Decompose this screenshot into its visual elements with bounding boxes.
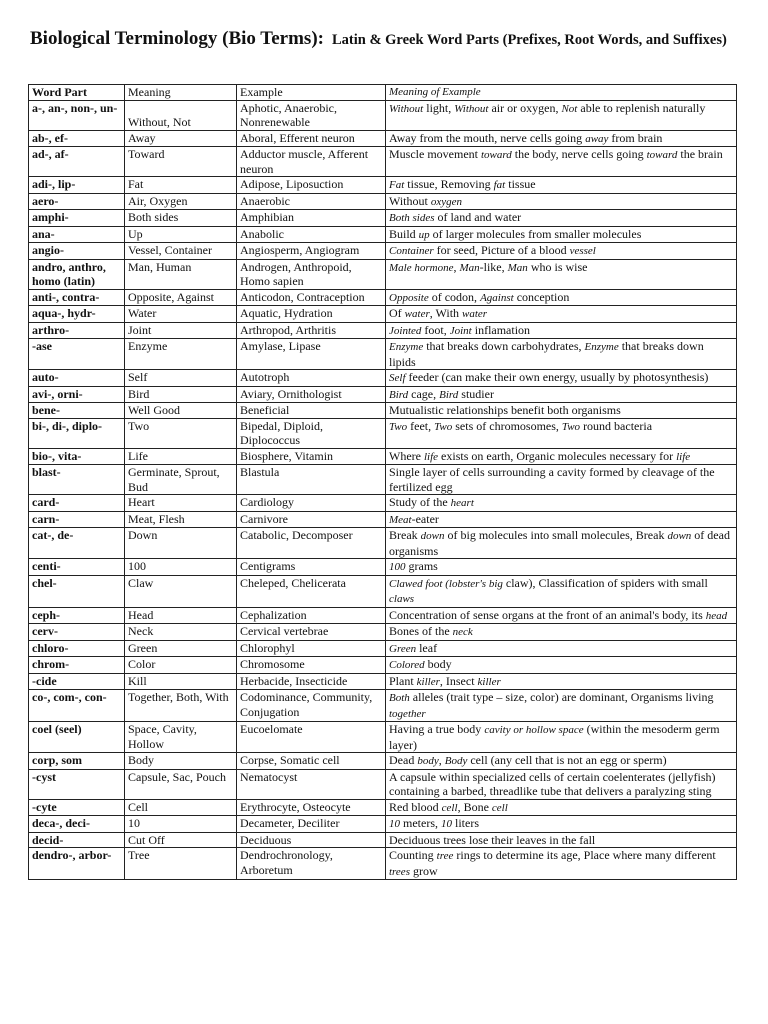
example-meaning-cell: Two feet, Two sets of chromosomes, Two round bacteria xyxy=(386,418,737,448)
example-meaning-cell: Build up of larger molecules from smaller molecules xyxy=(386,226,737,243)
word-part-cell: auto- xyxy=(29,370,125,387)
meaning-cell: Up xyxy=(125,226,237,243)
example-meaning-cell: Having a true body cavity or hollow space (within the mesoderm germ layer) xyxy=(386,722,737,753)
example-meaning-cell: Jointed foot, Joint inflamation xyxy=(386,322,737,339)
meaning-cell: Neck xyxy=(125,624,237,641)
table-row xyxy=(29,177,737,194)
table-row xyxy=(29,559,737,576)
meaning-cell: Both sides xyxy=(125,210,237,227)
example-meaning-cell: Muscle movement toward the body, nerve cells going toward the brain xyxy=(386,147,737,177)
table-header-row xyxy=(29,85,737,101)
word-part-cell: a-, an-, non-, un- xyxy=(29,100,125,130)
example-cell: Centigrams xyxy=(237,559,386,576)
example-cell: Cheleped, Chelicerata xyxy=(237,575,386,607)
example-meaning-cell: Study of the heart xyxy=(386,495,737,512)
word-part-cell: ad-, af- xyxy=(29,147,125,177)
word-part-cell: co-, com-, con- xyxy=(29,690,125,722)
example-cell: Angiosperm, Angiogram xyxy=(237,243,386,260)
table-row xyxy=(29,799,737,816)
meaning-cell: Claw xyxy=(125,575,237,607)
example-cell: Autotroph xyxy=(237,370,386,387)
table-row xyxy=(29,673,737,690)
example-meaning-cell: Fat tissue, Removing fat tissue xyxy=(386,177,737,194)
table-row xyxy=(29,243,737,260)
word-part-cell: -cyte xyxy=(29,799,125,816)
table-row xyxy=(29,418,737,448)
meaning-cell: Green xyxy=(125,640,237,657)
example-cell: Decameter, Deciliter xyxy=(237,816,386,833)
table-row xyxy=(29,403,737,419)
example-meaning-cell: Opposite of codon, Against conception xyxy=(386,289,737,306)
example-meaning-cell: Away from the mouth, nerve cells going away from brain xyxy=(386,130,737,147)
header-meaning-of-example: Meaning of Example xyxy=(386,85,737,101)
table-row xyxy=(29,816,737,833)
meaning-cell: Capsule, Sac, Pouch xyxy=(125,769,237,799)
example-meaning-cell: Dead body, Body cell (any cell that is not an egg or sperm) xyxy=(386,753,737,770)
meaning-cell: Kill xyxy=(125,673,237,690)
table-row xyxy=(29,193,737,210)
word-part-cell: angio- xyxy=(29,243,125,260)
meaning-cell: Germinate, Sprout, Bud xyxy=(125,465,237,495)
table-row xyxy=(29,657,737,674)
example-meaning-cell: A capsule within specialized cells of certain coelenterates (jellyfish) containing a barbed, threadlike tube that delivers a paralyzing sting xyxy=(386,769,737,799)
example-meaning-cell: Without light, Without air or oxygen, Not able to replenish naturally xyxy=(386,100,737,130)
example-meaning-cell: Self feeder (can make their own energy, usually by photosynthesis) xyxy=(386,370,737,387)
word-part-cell: anti-, contra- xyxy=(29,289,125,306)
word-part-cell: ab-, ef- xyxy=(29,130,125,147)
word-part-cell: coel (seel) xyxy=(29,722,125,753)
example-meaning-cell: Both alleles (trait type – size, color) are dominant, Organisms living together xyxy=(386,690,737,722)
table-row xyxy=(29,210,737,227)
title-main: Biological Terminology (Bio Terms): xyxy=(30,28,324,49)
example-meaning-cell: Clawed foot (lobster's big claw), Classification of spiders with small claws xyxy=(386,575,737,607)
word-part-cell: corp, som xyxy=(29,753,125,770)
word-part-cell: bio-, vita- xyxy=(29,448,125,465)
example-cell: Carnivore xyxy=(237,511,386,528)
word-part-cell: decid- xyxy=(29,832,125,848)
table-row xyxy=(29,259,737,289)
example-meaning-cell: Enzyme that breaks down carbohydrates, Enzyme that breaks down lipids xyxy=(386,339,737,370)
word-part-cell: blast- xyxy=(29,465,125,495)
example-meaning-cell: Bird cage, Bird studier xyxy=(386,386,737,403)
table-row xyxy=(29,495,737,512)
example-cell: Aquatic, Hydration xyxy=(237,306,386,323)
title-subtitle: Latin & Greek Word Parts (Prefixes, Root Words, and Suffixes) xyxy=(331,32,727,48)
word-part-cell: carn- xyxy=(29,511,125,528)
example-cell: Adipose, Liposuction xyxy=(237,177,386,194)
example-cell: Chromosome xyxy=(237,657,386,674)
example-cell: Aboral, Efferent neuron xyxy=(237,130,386,147)
example-cell: Anaerobic xyxy=(237,193,386,210)
word-part-cell: adi-, lip- xyxy=(29,177,125,194)
table-row xyxy=(29,289,737,306)
meaning-cell: Toward xyxy=(125,147,237,177)
word-part-cell: cerv- xyxy=(29,624,125,641)
word-part-cell: -ase xyxy=(29,339,125,370)
meaning-cell: Self xyxy=(125,370,237,387)
example-meaning-cell: Counting tree rings to determine its age, Place where many different trees grow xyxy=(386,848,737,880)
example-cell: Codominance, Community, Conjugation xyxy=(237,690,386,722)
example-cell: Bipedal, Diploid, Diplococcus xyxy=(237,418,386,448)
example-cell: Amphibian xyxy=(237,210,386,227)
example-cell: Deciduous xyxy=(237,832,386,848)
word-part-cell: avi-, orni- xyxy=(29,386,125,403)
table-row xyxy=(29,575,737,607)
example-cell: Erythrocyte, Osteocyte xyxy=(237,799,386,816)
example-meaning-cell: Deciduous trees lose their leaves in the fall xyxy=(386,832,737,848)
example-cell: Aviary, Ornithologist xyxy=(237,386,386,403)
meaning-cell: Water xyxy=(125,306,237,323)
table-row xyxy=(29,465,737,495)
meaning-cell: Vessel, Container xyxy=(125,243,237,260)
word-part-cell: ceph- xyxy=(29,607,125,624)
table-row xyxy=(29,306,737,323)
example-cell: Cervical vertebrae xyxy=(237,624,386,641)
meaning-cell: Cut Off xyxy=(125,832,237,848)
meaning-cell: Color xyxy=(125,657,237,674)
example-cell: Cephalization xyxy=(237,607,386,624)
example-cell: Androgen, Anthropoid, Homo sapien xyxy=(237,259,386,289)
word-part-cell: bene- xyxy=(29,403,125,419)
example-cell: Anticodon, Contraception xyxy=(237,289,386,306)
meaning-cell: Meat, Flesh xyxy=(125,511,237,528)
meaning-cell: Heart xyxy=(125,495,237,512)
word-part-cell: arthro- xyxy=(29,322,125,339)
example-meaning-cell: Male hormone, Man-like, Man who is wise xyxy=(386,259,737,289)
table-row xyxy=(29,100,737,130)
example-meaning-cell: Mutualistic relationships benefit both organisms xyxy=(386,403,737,419)
meaning-cell: Together, Both, With xyxy=(125,690,237,722)
word-part-cell: dendro-, arbor- xyxy=(29,848,125,880)
word-part-cell: bi-, di-, diplo- xyxy=(29,418,125,448)
meaning-cell: Two xyxy=(125,418,237,448)
example-cell: Beneficial xyxy=(237,403,386,419)
table-row xyxy=(29,624,737,641)
table-row xyxy=(29,690,737,722)
meaning-cell: Enzyme xyxy=(125,339,237,370)
example-cell: Aphotic, Anaerobic, Nonrenewable xyxy=(237,100,386,130)
example-meaning-cell: 100 grams xyxy=(386,559,737,576)
meaning-cell: Away xyxy=(125,130,237,147)
meaning-cell: Bird xyxy=(125,386,237,403)
table-row xyxy=(29,130,737,147)
table-row xyxy=(29,339,737,370)
word-part-cell: aqua-, hydr- xyxy=(29,306,125,323)
example-cell: Blastula xyxy=(237,465,386,495)
table-row xyxy=(29,769,737,799)
word-part-cell: deca-, deci- xyxy=(29,816,125,833)
example-cell: Anabolic xyxy=(237,226,386,243)
example-meaning-cell: Without oxygen xyxy=(386,193,737,210)
meaning-cell: 10 xyxy=(125,816,237,833)
example-cell: Catabolic, Decomposer xyxy=(237,528,386,559)
header-word-part: Word Part xyxy=(29,85,125,101)
example-cell: Herbacide, Insecticide xyxy=(237,673,386,690)
example-meaning-cell: Single layer of cells surrounding a cavity formed by cleavage of the fertilized egg xyxy=(386,465,737,495)
word-part-cell: centi- xyxy=(29,559,125,576)
word-part-cell: -cyst xyxy=(29,769,125,799)
example-cell: Nematocyst xyxy=(237,769,386,799)
meaning-cell: Cell xyxy=(125,799,237,816)
word-part-cell: -cide xyxy=(29,673,125,690)
example-cell: Dendrochronology, Arboretum xyxy=(237,848,386,880)
example-meaning-cell: Both sides of land and water xyxy=(386,210,737,227)
example-cell: Chlorophyl xyxy=(237,640,386,657)
table-row xyxy=(29,147,737,177)
table-row xyxy=(29,753,737,770)
table-row xyxy=(29,640,737,657)
example-meaning-cell: Green leaf xyxy=(386,640,737,657)
meaning-cell: Man, Human xyxy=(125,259,237,289)
word-part-cell: andro, anthro, homo (latin) xyxy=(29,259,125,289)
table-row xyxy=(29,528,737,559)
word-part-cell: chel- xyxy=(29,575,125,607)
table-row xyxy=(29,370,737,387)
table-body xyxy=(29,100,737,880)
example-meaning-cell: Meat-eater xyxy=(386,511,737,528)
meaning-cell: Body xyxy=(125,753,237,770)
meaning-cell: Space, Cavity, Hollow xyxy=(125,722,237,753)
meaning-cell: Fat xyxy=(125,177,237,194)
example-cell: Amylase, Lipase xyxy=(237,339,386,370)
word-part-cell: card- xyxy=(29,495,125,512)
meaning-cell: Joint xyxy=(125,322,237,339)
table-row xyxy=(29,226,737,243)
word-part-cell: chrom- xyxy=(29,657,125,674)
example-cell: Eucoelomate xyxy=(237,722,386,753)
meaning-cell: Well Good xyxy=(125,403,237,419)
example-cell: Biosphere, Vitamin xyxy=(237,448,386,465)
meaning-cell: Down xyxy=(125,528,237,559)
meaning-cell: Opposite, Against xyxy=(125,289,237,306)
word-part-cell: chloro- xyxy=(29,640,125,657)
document-title xyxy=(30,28,760,50)
example-cell: Adductor muscle, Afferent neuron xyxy=(237,147,386,177)
example-meaning-cell: Red blood cell, Bone cell xyxy=(386,799,737,816)
table-row xyxy=(29,607,737,624)
word-part-cell: amphi- xyxy=(29,210,125,227)
example-meaning-cell: Bones of the neck xyxy=(386,624,737,641)
example-meaning-cell: 10 meters, 10 liters xyxy=(386,816,737,833)
example-meaning-cell: Plant killer, Insect killer xyxy=(386,673,737,690)
table-row xyxy=(29,722,737,753)
terminology-table xyxy=(28,84,737,880)
meaning-cell: 100 xyxy=(125,559,237,576)
word-part-cell: ana- xyxy=(29,226,125,243)
table-row xyxy=(29,448,737,465)
table-row xyxy=(29,832,737,848)
table-row xyxy=(29,386,737,403)
meaning-cell: Head xyxy=(125,607,237,624)
table-row xyxy=(29,322,737,339)
header-meaning: Meaning xyxy=(125,85,237,101)
meaning-cell: Without, Not xyxy=(125,100,237,130)
example-meaning-cell: Break down of big molecules into small molecules, Break down of dead organisms xyxy=(386,528,737,559)
example-meaning-cell: Concentration of sense organs at the front of an animal's body, its head xyxy=(386,607,737,624)
word-part-cell: cat-, de- xyxy=(29,528,125,559)
meaning-cell: Life xyxy=(125,448,237,465)
table-row xyxy=(29,511,737,528)
example-cell: Arthropod, Arthritis xyxy=(237,322,386,339)
meaning-cell: Tree xyxy=(125,848,237,880)
example-meaning-cell: Of water, With water xyxy=(386,306,737,323)
table-row xyxy=(29,848,737,880)
header-example: Example xyxy=(237,85,386,101)
example-cell: Cardiology xyxy=(237,495,386,512)
word-part-cell: aero- xyxy=(29,193,125,210)
example-meaning-cell: Container for seed, Picture of a blood vessel xyxy=(386,243,737,260)
example-meaning-cell: Where life exists on earth, Organic molecules necessary for life xyxy=(386,448,737,465)
example-meaning-cell: Colored body xyxy=(386,657,737,674)
example-cell: Corpse, Somatic cell xyxy=(237,753,386,770)
meaning-cell: Air, Oxygen xyxy=(125,193,237,210)
